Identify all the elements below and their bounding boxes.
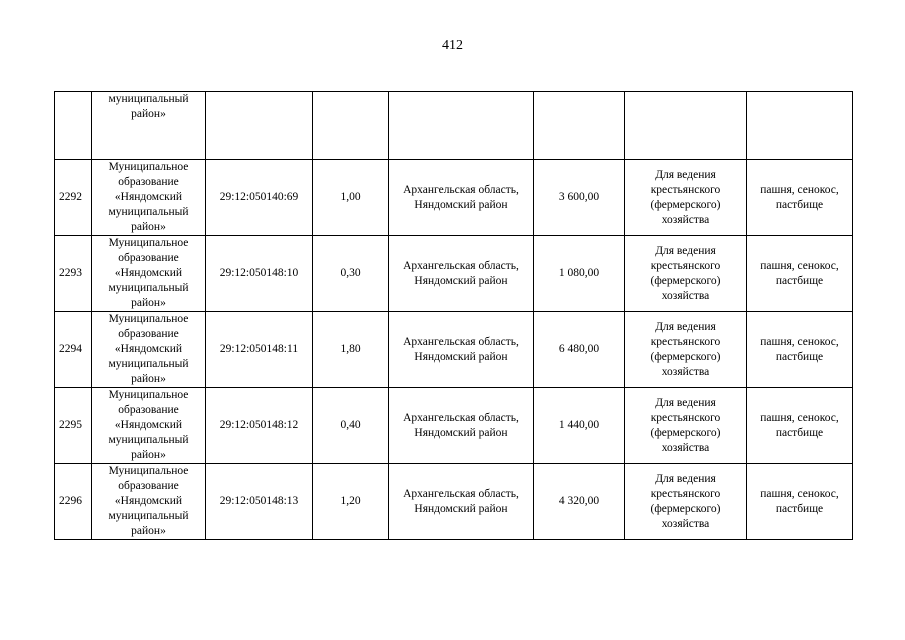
usage-line: пастбище <box>775 198 824 211</box>
purpose-line: (фермерского) <box>650 274 721 287</box>
cell-num: 2292 <box>55 160 92 236</box>
purpose-line: Для ведения <box>655 168 716 181</box>
cell-cadastral: 29:12:050148:13 <box>206 464 313 540</box>
cell-area: 1,20 <box>313 464 389 540</box>
address-line: Няндомский район <box>414 426 508 439</box>
municipality-line: муниципальный <box>108 510 189 522</box>
municipality-line: Муниципальное <box>108 313 189 325</box>
cell-cadastral: 29:12:050140:69 <box>206 160 313 236</box>
cell-cadastral: 29:12:050148:12 <box>206 388 313 464</box>
municipality-line: «Няндомский <box>114 267 183 279</box>
usage-line: пашня, сенокос, <box>760 411 839 424</box>
cell-address <box>389 312 534 388</box>
municipality-line: район» <box>131 449 166 461</box>
table-row <box>55 236 853 312</box>
cell-cadastral <box>206 92 313 160</box>
municipality-line: район» <box>131 525 166 537</box>
table-row <box>55 160 853 236</box>
cell-usage <box>747 160 853 236</box>
cell-usage <box>747 312 853 388</box>
cell-purpose <box>625 236 747 312</box>
municipality-line: район» <box>131 108 166 120</box>
purpose-line: крестьянского <box>650 183 721 196</box>
cell-purpose <box>625 92 747 160</box>
usage-line: пашня, сенокос, <box>760 259 839 272</box>
purpose-line: хозяйства <box>661 517 710 530</box>
address-line: Архангельская область, <box>403 183 519 196</box>
cell-num: 2293 <box>55 236 92 312</box>
municipality-line: Муниципальное <box>108 389 189 401</box>
cell-municipality <box>92 236 206 312</box>
municipality-line: район» <box>131 297 166 309</box>
purpose-line: крестьянского <box>650 335 721 348</box>
usage-line: пашня, сенокос, <box>760 335 839 348</box>
cell-municipality <box>92 388 206 464</box>
address-line: Архангельская область, <box>403 411 519 424</box>
usage-line: пастбище <box>775 426 824 439</box>
cell-municipality <box>92 464 206 540</box>
cell-num <box>55 92 92 160</box>
cell-address <box>389 236 534 312</box>
usage-line: пастбище <box>775 350 824 363</box>
municipality-line: муниципальный <box>108 282 189 294</box>
cell-municipality <box>92 92 206 160</box>
municipality-line: Муниципальное <box>108 465 189 477</box>
cell-area: 1,80 <box>313 312 389 388</box>
address-line: Няндомский район <box>414 350 508 363</box>
usage-line: пастбище <box>775 502 824 515</box>
table-row <box>55 312 853 388</box>
purpose-line: (фермерского) <box>650 350 721 363</box>
address-line: Няндомский район <box>414 274 508 287</box>
cell-num: 2294 <box>55 312 92 388</box>
cell-area: 1,00 <box>313 160 389 236</box>
cell-purpose <box>625 388 747 464</box>
municipality-line: район» <box>131 373 166 385</box>
address-line: Няндомский район <box>414 198 508 211</box>
municipality-line: муниципальный <box>108 93 189 105</box>
cell-address <box>389 160 534 236</box>
land-plots-table <box>54 91 853 540</box>
cell-price <box>534 92 625 160</box>
cell-price: 1 440,00 <box>534 388 625 464</box>
usage-line: пашня, сенокос, <box>760 183 839 196</box>
cell-address <box>389 92 534 160</box>
table-row <box>55 388 853 464</box>
purpose-line: Для ведения <box>655 396 716 409</box>
purpose-line: хозяйства <box>661 213 710 226</box>
address-line: Няндомский район <box>414 502 508 515</box>
municipality-line: Муниципальное <box>108 237 189 249</box>
cell-num: 2295 <box>55 388 92 464</box>
municipality-line: Муниципальное <box>108 161 189 173</box>
table-row-continuation <box>55 92 853 160</box>
cell-usage <box>747 236 853 312</box>
cell-municipality <box>92 160 206 236</box>
purpose-line: хозяйства <box>661 441 710 454</box>
address-line: Архангельская область, <box>403 259 519 272</box>
cell-price: 6 480,00 <box>534 312 625 388</box>
address-line: Архангельская область, <box>403 335 519 348</box>
cell-municipality <box>92 312 206 388</box>
municipality-line: образование <box>118 252 179 264</box>
municipality-line: муниципальный <box>108 434 189 446</box>
municipality-line: «Няндомский <box>114 191 183 203</box>
table-row <box>55 464 853 540</box>
municipality-line: район» <box>131 221 166 233</box>
municipality-line: «Няндомский <box>114 419 183 431</box>
purpose-line: (фермерского) <box>650 426 721 439</box>
cell-purpose <box>625 160 747 236</box>
cell-cadastral: 29:12:050148:10 <box>206 236 313 312</box>
cell-area <box>313 92 389 160</box>
cell-usage <box>747 92 853 160</box>
municipality-line: образование <box>118 404 179 416</box>
purpose-line: крестьянского <box>650 411 721 424</box>
purpose-line: Для ведения <box>655 472 716 485</box>
purpose-line: крестьянского <box>650 259 721 272</box>
purpose-line: (фермерского) <box>650 198 721 211</box>
cell-price: 3 600,00 <box>534 160 625 236</box>
page-number: 412 <box>442 38 463 53</box>
cell-purpose <box>625 312 747 388</box>
municipality-line: образование <box>118 480 179 492</box>
cell-purpose <box>625 464 747 540</box>
purpose-line: (фермерского) <box>650 502 721 515</box>
cell-price: 1 080,00 <box>534 236 625 312</box>
purpose-line: хозяйства <box>661 365 710 378</box>
cell-address <box>389 464 534 540</box>
purpose-line: хозяйства <box>661 289 710 302</box>
cell-num: 2296 <box>55 464 92 540</box>
cell-area: 0,40 <box>313 388 389 464</box>
municipality-line: образование <box>118 328 179 340</box>
cell-address <box>389 388 534 464</box>
municipality-line: муниципальный <box>108 206 189 218</box>
municipality-line: «Няндомский <box>114 495 183 507</box>
purpose-line: Для ведения <box>655 320 716 333</box>
cell-area: 0,30 <box>313 236 389 312</box>
cell-price: 4 320,00 <box>534 464 625 540</box>
usage-line: пастбище <box>775 274 824 287</box>
purpose-line: крестьянского <box>650 487 721 500</box>
municipality-line: образование <box>118 176 179 188</box>
municipality-line: «Няндомский <box>114 343 183 355</box>
cell-usage <box>747 388 853 464</box>
address-line: Архангельская область, <box>403 487 519 500</box>
cell-cadastral: 29:12:050148:11 <box>206 312 313 388</box>
municipality-line: муниципальный <box>108 358 189 370</box>
purpose-line: Для ведения <box>655 244 716 257</box>
usage-line: пашня, сенокос, <box>760 487 839 500</box>
cell-usage <box>747 464 853 540</box>
